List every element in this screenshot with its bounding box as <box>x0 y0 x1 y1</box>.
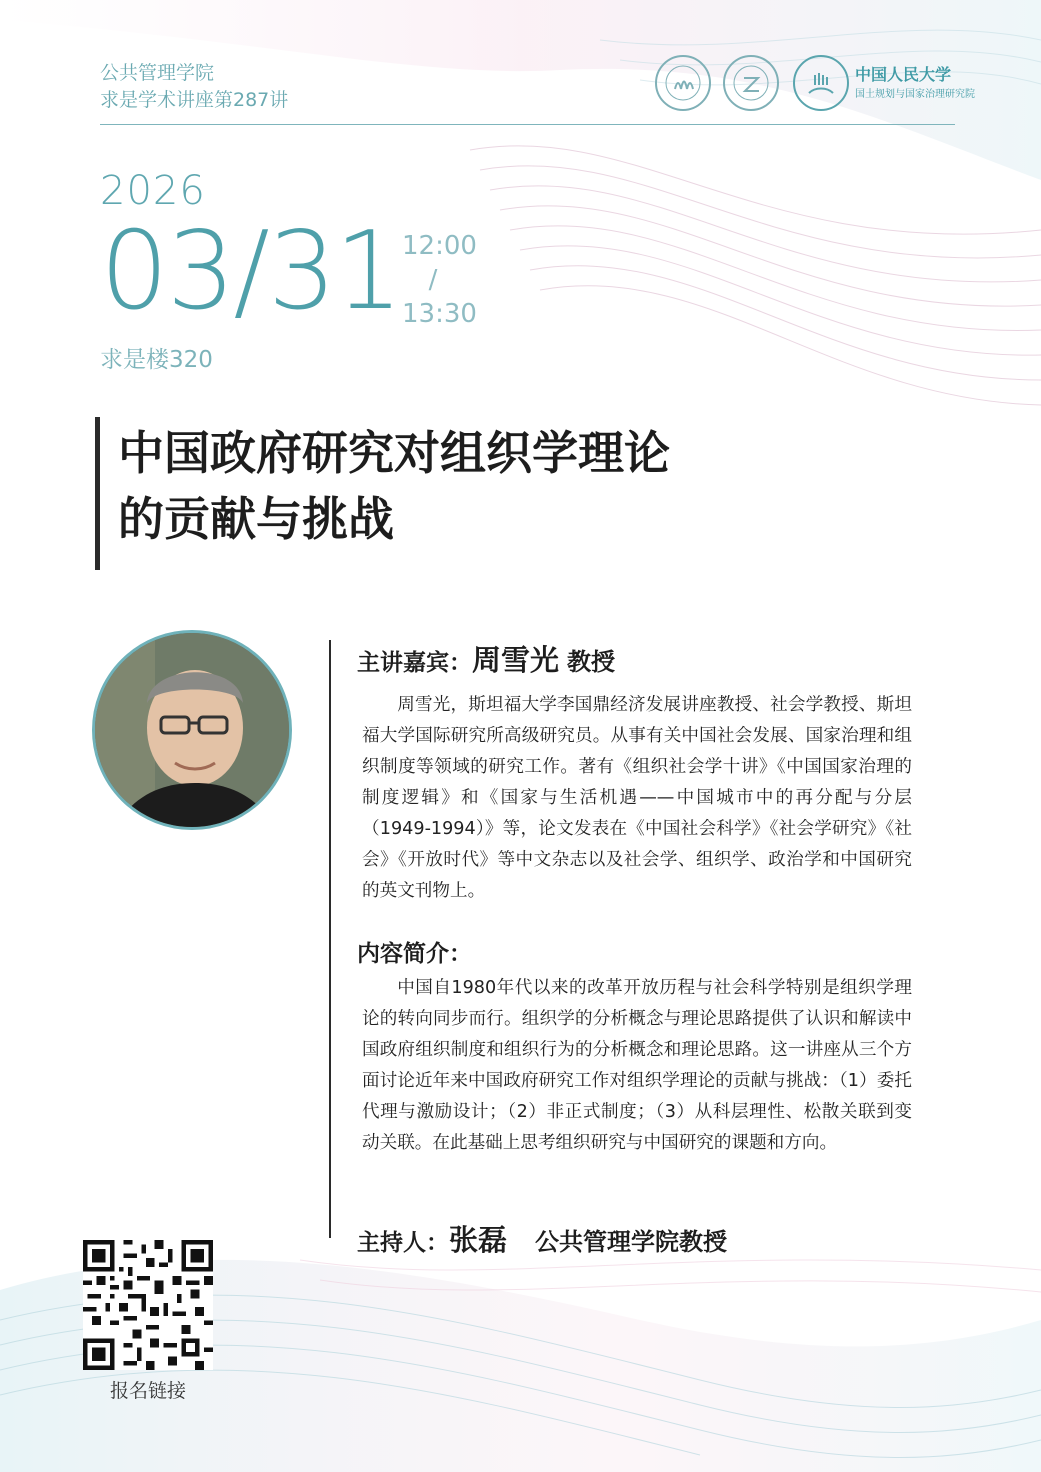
renmin-university-seal-icon <box>655 55 711 111</box>
content-label: 内容简介： <box>357 940 472 967</box>
host-heading <box>357 1218 727 1259</box>
lecture-series: 求是学术讲座第287讲 <box>100 89 289 111</box>
event-venue: 求是楼320 <box>100 347 213 373</box>
university-name: 中国人民大学 <box>855 65 952 84</box>
speaker-name: 周雪光 <box>472 643 560 677</box>
event-date: 03/31 <box>100 209 402 334</box>
title-accent-bar <box>95 417 100 570</box>
lecture-title <box>118 420 670 552</box>
host-label: 主持人： <box>357 1229 449 1256</box>
speaker-photo <box>92 630 292 830</box>
event-time <box>402 229 477 331</box>
header-text <box>100 60 288 114</box>
content-text: 中国自1980年代以来的改革开放历程与社会科学特别是组织学理论的转向同步而行。组织学的分析概念与理论思路提供了认识和解读中国政府组织制度和组织行为的分析概念和理论思路。这一讲座从三个方面讨论近年来中国政府研究工作对组织学理论的贡献与挑战：（1）委托代理与激励设计；（2）非正式制度；（3）从科层理性、松散关联到变动关联。在此基础上思考组织研究与中国研究的课题和方向。 <box>362 978 912 1153</box>
host-name: 张磊 <box>449 1223 508 1257</box>
time-end: 13:30 <box>402 299 477 329</box>
time-start: 12:00 <box>402 231 477 261</box>
signup-qr-code[interactable] <box>83 1240 213 1370</box>
signup-label: 报名链接 <box>109 1380 186 1402</box>
content-divider <box>329 640 331 1238</box>
header-divider <box>100 124 955 125</box>
speaker-heading <box>357 638 615 679</box>
title-line-2: 的贡献与挑战 <box>118 492 394 546</box>
speaker-rank: 教授 <box>567 647 616 676</box>
speaker-bio: 周雪光，斯坦福大学李国鼎经济发展讲座教授、社会学教授、斯坦福大学国际研究所高级研究员。从事有关中国社会发展、国家治理和组织制度等领域的研究工作。著有《组织社会学十讲》《中国国家治理的制度逻辑》和《国家与生活机遇——中国城市中的再分配与分层（1949-1994）》等，论文发表在《中国社会科学》《社会学研究》《社会》《开放时代》等中文杂志以及社会学、组织学、政治学和中国研究的英文刊物上。 <box>362 695 912 901</box>
title-line-1: 中国政府研究对组织学理论 <box>118 426 670 480</box>
institute-name: 国土规划与国家治理研究院 <box>855 89 975 100</box>
school-name: 公共管理学院 <box>100 62 215 84</box>
time-separator: / <box>428 265 438 295</box>
school-seal-icon <box>723 55 779 111</box>
speaker-label: 主讲嘉宾： <box>357 649 472 676</box>
logo-group <box>655 55 975 115</box>
institute-logo-icon <box>793 55 849 111</box>
event-year: 2026 <box>100 168 206 214</box>
host-affiliation: 公共管理学院教授 <box>535 1227 728 1256</box>
